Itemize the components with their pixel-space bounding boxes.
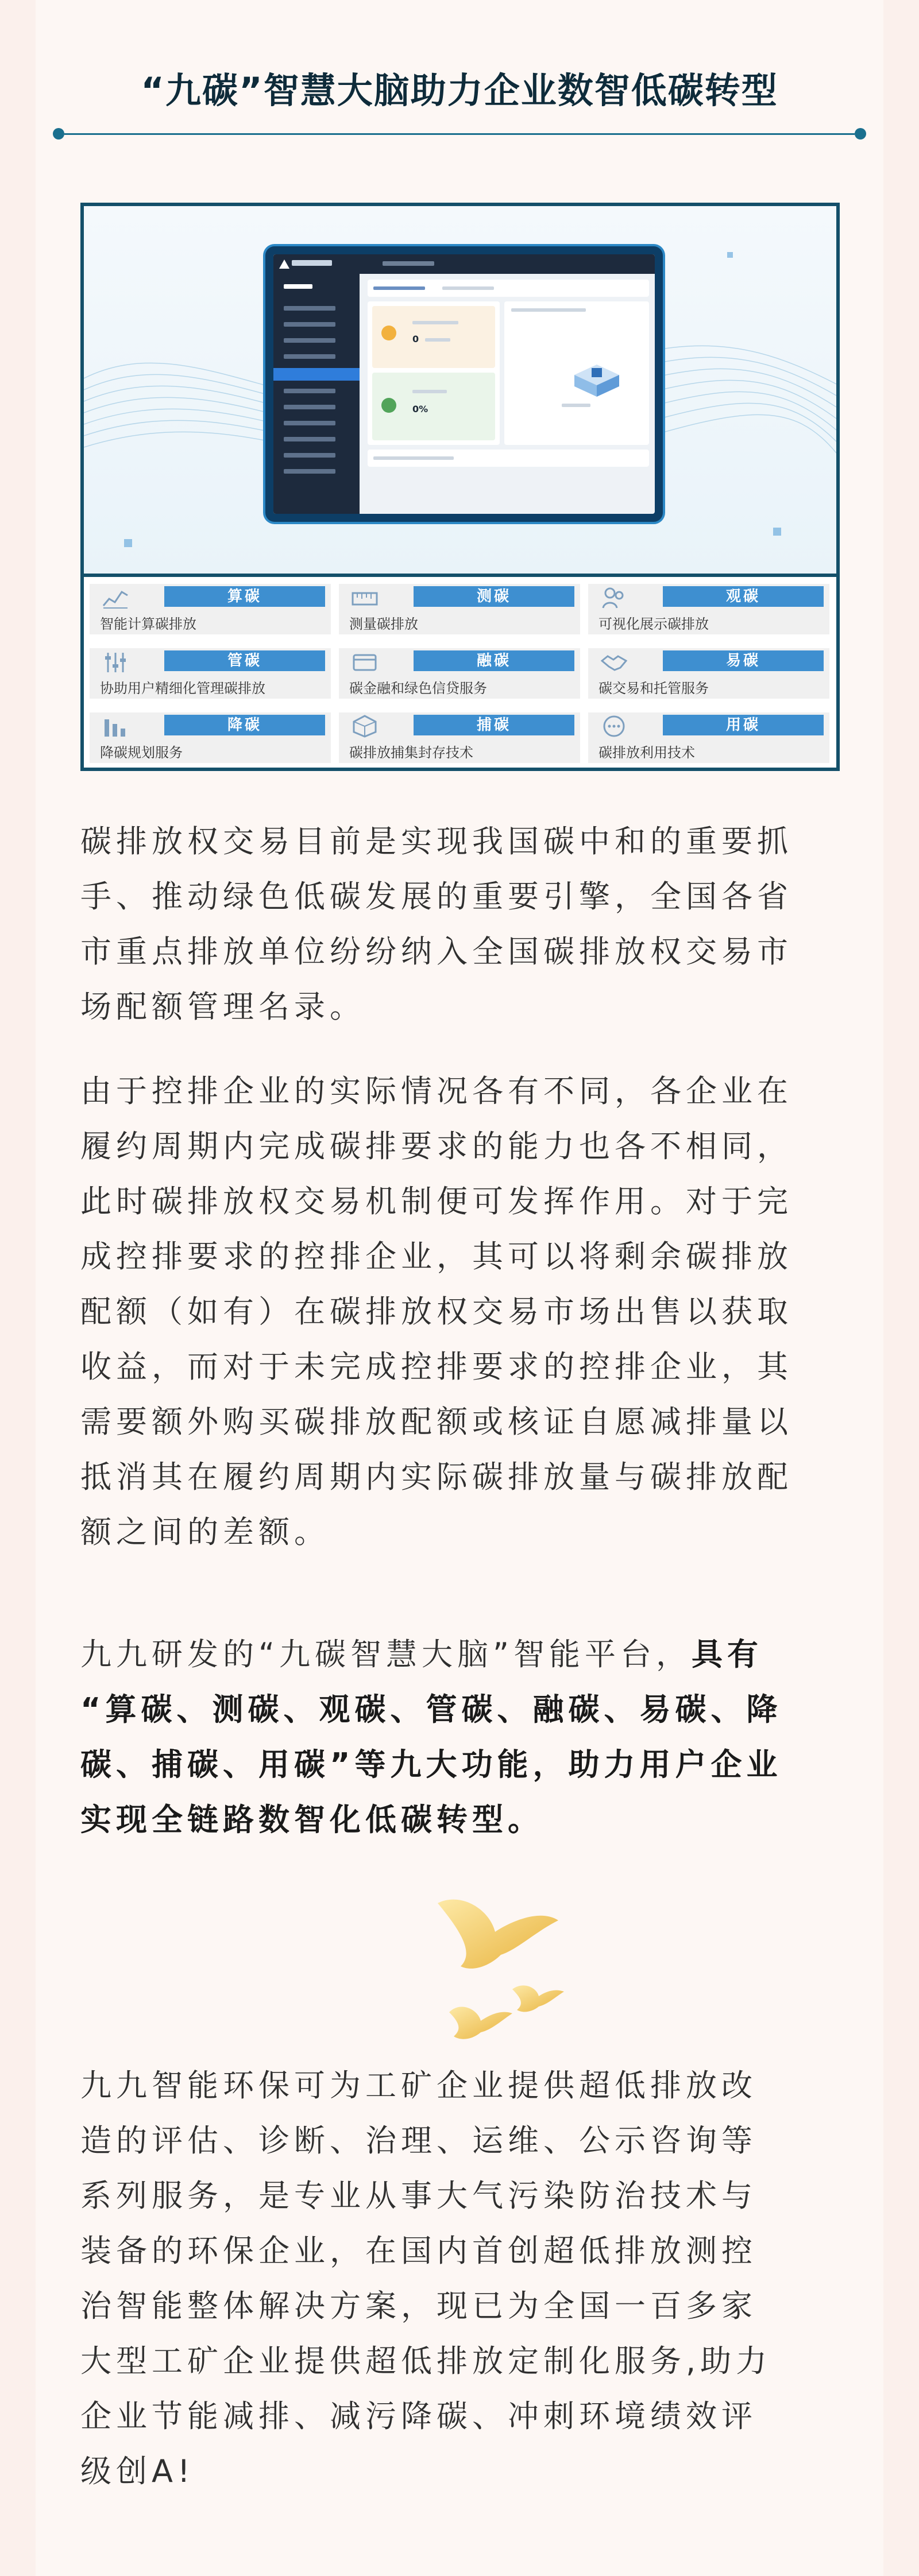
bank-card-icon — [352, 650, 378, 673]
paragraph-line: 需要额外购买碳排放配额或核证自愿减排量以 — [80, 1404, 793, 1440]
dashboard-sidebar — [273, 274, 360, 514]
feature-tag: 观碳 — [663, 586, 824, 607]
paragraph-line: 手、推动绿色低碳发展的重要引擎，全国各省 — [80, 878, 793, 915]
dashboard-topbar — [273, 254, 655, 274]
stat-tile-ratio — [372, 373, 495, 440]
sidebar-header — [284, 284, 312, 289]
feature-tag: 管碳 — [164, 650, 325, 671]
paragraph-line — [80, 1737, 850, 1792]
stats-panel — [368, 301, 500, 445]
dashboard-screen — [273, 254, 655, 514]
feature-card-guantan-manage — [90, 648, 331, 699]
feature-tag: 用碳 — [663, 715, 824, 735]
meter-icon — [352, 586, 378, 609]
feature-card-yongtan — [588, 712, 829, 763]
feature-desc: 智能计算碳排放 — [100, 616, 196, 632]
chart-line-icon — [102, 586, 129, 609]
paragraph-line: 抵消其在履约周期内实际碳排放量与碳排放配 — [80, 1459, 793, 1495]
dashboard-breadcrumb — [383, 261, 434, 266]
empty-state-illustration — [571, 361, 623, 398]
box-capture-icon — [352, 715, 378, 738]
feature-tag: 易碳 — [663, 650, 824, 671]
sidebar-item — [284, 437, 335, 441]
paragraph-3 — [80, 1627, 850, 1847]
paragraph-text: 九九研发的“九碳智慧大脑”智能平台， — [80, 1636, 692, 1672]
paragraph-line: 装备的环保企业，在国内首创超低排放测控 — [80, 2233, 757, 2269]
paragraph-bold-text: 实现全链路数智化低碳转型。 — [80, 1802, 543, 1838]
sidebar-item — [284, 322, 335, 327]
divider-dot-right — [855, 128, 866, 140]
sidebar-item — [284, 389, 335, 393]
feature-card-yitan — [588, 648, 829, 699]
feature-desc: 测量碳排放 — [349, 616, 418, 632]
feature-desc: 碳金融和绿色信贷服务 — [349, 680, 487, 696]
paragraph-line: 级创A! — [80, 2453, 195, 2489]
paragraph-line: 系列服务，是专业从事大气污染防治技术与 — [80, 2178, 757, 2214]
feature-card-butan — [339, 712, 580, 763]
sidebar-item — [284, 469, 335, 474]
stat-value-emission: 0 — [412, 334, 419, 344]
sidebar-item — [284, 453, 335, 458]
feature-tag: 捕碳 — [414, 715, 574, 735]
chat-dots-icon — [601, 715, 627, 738]
coin-icon — [381, 326, 396, 340]
paragraph-4 — [80, 2058, 850, 2499]
sidebar-item — [284, 354, 335, 359]
feature-desc: 碳排放捕集封存技术 — [349, 745, 473, 761]
feature-desc: 可视化展示碳排放 — [598, 616, 709, 632]
feature-desc: 协助用户精细化管理碳排放 — [100, 680, 265, 696]
feature-tag: 降碳 — [164, 715, 325, 735]
paragraph-2 — [80, 1064, 850, 1560]
sidebar-item — [284, 405, 335, 409]
golden-doves-icon — [426, 1886, 576, 2058]
stat-tile-emission — [372, 306, 495, 368]
platform-logo-icon — [279, 259, 289, 269]
paragraph-line: 额之间的差额。 — [80, 1514, 330, 1550]
sidebar-item — [284, 338, 335, 343]
feature-tag: 算碳 — [164, 586, 325, 607]
dashboard-device-frame — [265, 246, 663, 522]
feature-card-guantan — [588, 584, 829, 634]
article-title: “九碳”智慧大脑助力企业数智低碳转型 — [141, 69, 778, 111]
paragraph-bold-text: 具有 — [691, 1636, 763, 1672]
sidebar-item — [284, 421, 335, 425]
sliders-icon — [102, 650, 129, 673]
paragraph-line: 碳排放权交易目前是实现我国碳中和的重要抓 — [80, 823, 793, 859]
paragraph-line: 此时碳排放权交易机制便可发挥作用。对于完 — [80, 1183, 793, 1219]
platform-logo-text — [292, 260, 332, 266]
paragraph-line — [80, 1627, 850, 1682]
leaf-icon — [381, 398, 396, 413]
people-view-icon — [601, 586, 627, 609]
feature-desc: 降碳规划服务 — [100, 745, 183, 761]
paragraph-line: 由于控排企业的实际情况各有不同，各企业在 — [80, 1073, 793, 1109]
paragraph-line: 企业节能减排、减污降碳、冲刺环境绩效评 — [80, 2398, 757, 2434]
paragraph-line: 履约周期内完成碳排要求的能力也各不相同， — [80, 1128, 793, 1164]
feature-card-suantan — [90, 584, 331, 634]
paragraph-line: 配额（如有）在碳排放权交易市场出售以获取 — [80, 1293, 793, 1330]
title-divider — [64, 133, 855, 135]
paragraph-line: 治智能整体解决方案，现已为全国一百多家 — [80, 2288, 757, 2324]
platform-hero-image — [84, 206, 836, 574]
paragraph-line: 市重点排放单位纷纷纳入全国碳排放权交易市 — [80, 933, 793, 970]
paragraph-line — [80, 1682, 850, 1737]
feature-tag: 测碳 — [414, 586, 574, 607]
platform-figure — [80, 203, 840, 771]
paragraph-1 — [80, 814, 850, 1035]
paragraph-line: 收益，而对于未完成控排要求的控排企业，其 — [80, 1349, 793, 1385]
bottom-panel — [368, 450, 649, 467]
feature-card-rongtan — [339, 648, 580, 699]
dashboard-tab-bar — [368, 280, 649, 297]
feature-desc: 碳排放利用技术 — [598, 745, 695, 761]
paragraph-line: 造的评估、诊断、治理、运维、公示咨询等 — [80, 2122, 757, 2159]
divider-dot-left — [53, 128, 64, 140]
paragraph-bold-text: “算碳、测碳、观碳、管碳、融碳、易碳、降 — [80, 1691, 782, 1727]
handshake-icon — [601, 650, 627, 673]
feature-card-jiangtan — [90, 712, 331, 763]
sidebar-item-active — [273, 368, 360, 381]
sidebar-item — [284, 306, 335, 311]
feature-tag: 融碳 — [414, 650, 574, 671]
feature-grid — [84, 574, 836, 768]
paragraph-bold-text: 碳、捕碳、用碳”等九大功能，助力用户企业 — [80, 1746, 782, 1783]
article-page — [36, 0, 883, 2576]
paragraph-line: 场配额管理名录。 — [80, 989, 365, 1025]
paragraph-line: 九九智能环保可为工矿企业提供超低排放改 — [80, 2067, 757, 2104]
paragraph-line: 成控排要求的控排企业，其可以将剩余碳排放 — [80, 1238, 793, 1275]
paragraph-line — [80, 1792, 850, 1847]
stat-value-ratio: 0% — [412, 404, 428, 415]
feature-desc: 碳交易和托管服务 — [598, 680, 709, 696]
bar-down-icon — [102, 715, 129, 738]
feature-card-cetan — [339, 584, 580, 634]
paragraph-line: 大型工矿企业提供超低排放定制化服务,助力 — [80, 2343, 772, 2379]
